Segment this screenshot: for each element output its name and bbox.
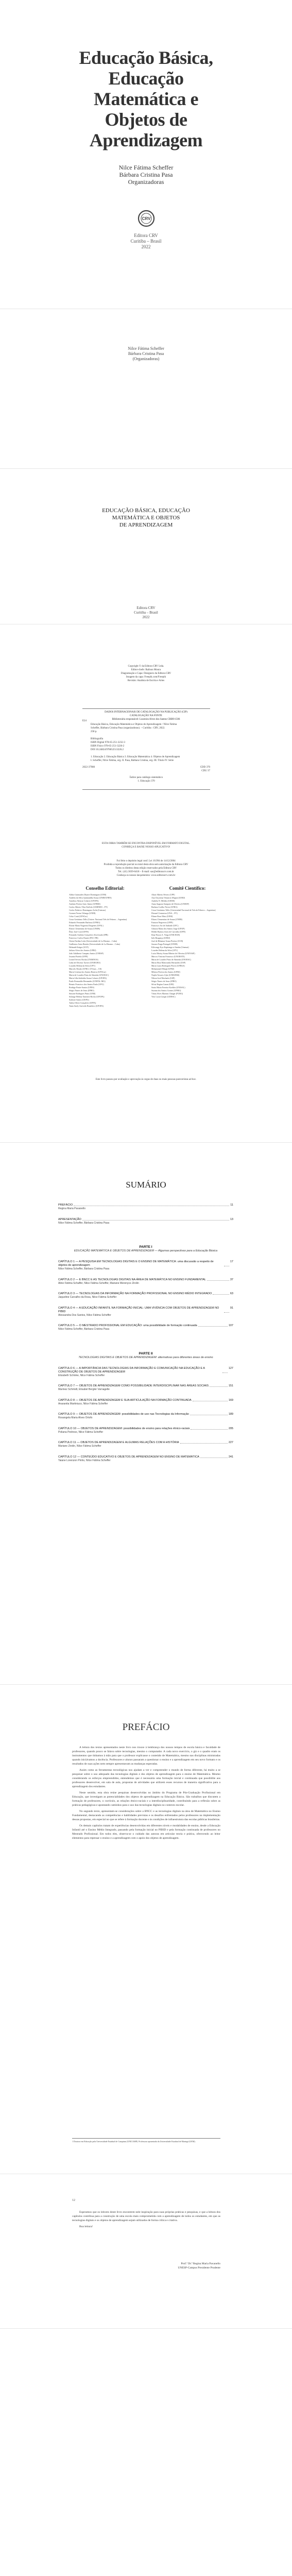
toc-part-subtitle: EDUCAÇÃO MATEMÁTICA E OBJETOS DE APRENDIZAGEM — Algumas perspectivas para a Educação Básica xyxy=(74,1249,218,1252)
toc-entry[interactable] xyxy=(58,1278,233,1285)
toc-leader xyxy=(207,1278,229,1281)
list-line: Guillermo Arias Beatón (Universidade de La Havana – Cuba) xyxy=(69,943,120,945)
list-line: Lourdes Helena da Silva (UFV) xyxy=(151,949,178,952)
toc-entry-title: CAPÍTULO 8 — OBJETOS DE APRENDIZAGEM E SUA ARTICULAÇÃO NA FORMAÇÃO CONTINUADA xyxy=(58,1398,192,1402)
toc-part-title: PARTE I xyxy=(139,1245,152,1249)
list-line: Nilson José Machado (USP) xyxy=(151,977,175,979)
toc-leader xyxy=(180,1441,228,1444)
toc-entry-page: 189 xyxy=(228,1413,233,1416)
list-line: Eliane Rose Maio (UEM) xyxy=(151,915,173,918)
list-line: 1. Educação 2. Educação Básica 3. Educação Matemática 4. Objetos de Aprendizagem xyxy=(91,756,180,758)
list-line: Carlos Federico Dominguez Avila (Unieuro) xyxy=(69,909,106,911)
list-line: Elione Maria Nogueira Diogenes (UFAL) xyxy=(69,924,104,927)
preface-continued-page xyxy=(0,2174,292,2329)
list-line: Sérgio Nunes de Jesus (IFRO) xyxy=(69,989,94,992)
title-page xyxy=(0,469,292,624)
toc-entry-page: 169 xyxy=(228,1398,233,1402)
toc-entry[interactable] xyxy=(58,1455,233,1463)
toc-entry-authors: Poliana Pedroso, Nilce Fátima Scheffer xyxy=(58,1430,104,1434)
divider xyxy=(82,708,210,709)
list-line xyxy=(91,734,210,737)
toc-group xyxy=(58,1352,233,1463)
list-line: Solange Helena Ximenes-Rocha (UFOPA) xyxy=(69,995,105,998)
svg-text:CRV: CRV xyxy=(142,216,151,221)
list-line: Gláucia Maria dos Santos Jorge (UFOP) xyxy=(151,927,185,930)
list-line: Kilwangy Kya Kapitango-a-Samba (Unemat) xyxy=(151,946,189,948)
toc-entry-title: CAPÍTULO 4 — A EDUCAÇÃO INFANTIL NA FORMAÇÃO INICIAL: UMA VIVÊNCIA COM OBJETOS DE APRENDIZAGEM NO PIBID xyxy=(58,1306,219,1313)
toc-leader xyxy=(193,1399,228,1401)
list-line: João Adalberto Campato Junior (UNESP) xyxy=(69,952,104,955)
list-line: Educação Básica, Educação Matemática e Objetos de Aprendizagem / Nilce Fátima xyxy=(91,723,177,726)
list-line: Helmuth Krüger (UCP) xyxy=(69,946,89,948)
toc-entry[interactable] xyxy=(58,1427,233,1434)
toc-leader xyxy=(222,1367,228,1373)
peer-review-note: Este livro passou por avaliação e aprovação às cegas de duas ou mais pessoas pareceristas ad hoc. xyxy=(95,1078,197,1081)
toc-entry-authors: Rosangela Maria Alves Ortofo xyxy=(58,1416,93,1419)
toc-entry-authors: Elizabeth Schinke, Nilce Fátima Scheffer xyxy=(58,1374,105,1377)
list-line: Marcos Vinicius Francisco (UNOESTE) xyxy=(151,955,185,958)
toc-entry-title: CAPÍTULO 10 — OBJETOS DE APRENDIZAGEM: possibilidades de ensino para relações étnico-raciais xyxy=(58,1427,190,1430)
list-line: Fernando Antônio Gonçalves Alcoforado (IPB) xyxy=(69,934,108,936)
list-line: ISBN Físico 978-65-251-3226-2 xyxy=(91,745,125,748)
list-line: Mônica Pereira dos Santos (UFRJ) xyxy=(151,971,180,973)
list-line: Mohammed Elhajji (UFRJ) xyxy=(151,968,174,970)
toc-entry-page: 63 xyxy=(230,1292,233,1295)
toc-entry[interactable] xyxy=(58,1384,233,1392)
list-line: Renato Francisco dos Santos Paula (UFG) xyxy=(69,983,104,986)
toc-entry[interactable] xyxy=(58,1413,233,1420)
book-title: Educação Básica, Educação Matemática e Objetos de Aprendizagem xyxy=(79,47,213,150)
preface-continued-body: Esperamos que os leitores deste livro encontrem nele inspiração para suas próprias práticas e pesquisas, e que a leitura dos capítulos contribua para a construção de uma escola mais comprometida com a aprendizagem de todos os estudantes, em que as tecnologias digitais e os objetos de aprendizagem sejam utilizados de forma crítica e criativa. Boa leitura! xyxy=(72,2211,220,2228)
toc-entry-authors: Regina Maria Pavanello xyxy=(58,1207,86,1210)
preface-body: A leitura dos textos apresentados neste livro nos trouxe à lembrança dos nossos tempos de escola básica e faculdade de professores, quando pouco se falava sobre tecnologias, mesmo o computador. A cada novo exercício, o giz e o quadro eram os instrumentos que tínhamos à mão para que o professor explicasse o conteúdo de Matemática, mesmo nas disciplinas ministradas quando iniciávamos a docência. Professores e alunos passaram a questionar o ensino e a aprendizagem em seu novo formato e os resultados de suas ações nem sempre apresentavam as mudanças esperadas. Assim como as ferramentas tecnológicas nos ajudam a ver e compreender o mundo de forma diferente, há muito a se pesquisar sobre o uso adequado das tecnologias digitais e dos objetos de aprendizagem para o ensino de Matemática. Mesmo considerando os esforços empreendidos, entendemos que é necessária uma formação inicial e continuada que possibilite aos professores desenvolver, em sala de aula, propostas de atividades que utilizem esses recursos de maneira significativa para a aprendizagem dos estudantes. Neste sentido, esta obra reúne pesquisas desenvolvidas no âmbito do Programa de Pós-Graduação Profissional em Educação, que investigam as potencialidades dos objetos de aprendizagem na Educação Básica. São trabalhos que discutem a formação de professores, o currículo, as relações étnico-raciais e a interdisciplinaridade, contribuindo para a reflexão sobre as práticas pedagógicas e apontando caminhos para o uso das tecnologias digitais no contexto escolar. No segundo texto, apresentam-se considerações sobre a BNCC e as tecnologias digitais na área de Matemática no Ensino Fundamental, destacando as competências e habilidades previstas e os desafios enfrentados pelos professores na implementação dessas propostas, em especial no que se refere à formação docente e às condições de infraestrutura das escolas públicas brasileiras. Os demais capítulos tratam de experiências desenvolvidas em diferentes níveis e modalidades de ensino, desde a Educação Infantil até o Ensino Médio Integrado, passando pela formação inicial no PIBID e pela formação continuada de professores no Mestrado Profissional. Em todos eles, observa-se o cuidado das autoras em articular teoria e prática, oferecendo ao leitor elementos para repensar o ensino e a aprendizagem com o apoio dos objetos de aprendizagem. xyxy=(72,1746,220,1840)
toc-entry[interactable] xyxy=(58,1399,233,1406)
toc-entry-title: CAPÍTULO 6 — A IMPORTÂNCIA DAS TECNOLOGIAS DA INFORMAÇÃO E COMUNICAÇÃO NA EDUCAÇÃO E A CONSTRUÇÃO DE OBJETOS DE APRENDIZAGEM xyxy=(58,1366,205,1374)
list-line: Maria de Lourdes Pinto de Almeida (UNOESC) xyxy=(151,958,191,961)
list-line: José de Ribamar Sousa Pereira (UCB) xyxy=(151,940,183,942)
list-line: Suzana dos Santos Gomes (UFMG) xyxy=(151,989,181,992)
toc-leader xyxy=(82,1218,229,1221)
title-page-publisher: Editora CRV Curitiba – Brasil 2022 xyxy=(134,606,158,619)
table-of-contents xyxy=(58,1204,233,1469)
toc-entry-page: 17 xyxy=(230,1260,233,1263)
list-line: Lucia Marisy Souza Ribeiro de Oliveira (UNIVASF) xyxy=(151,952,195,955)
toc-leader xyxy=(224,1307,229,1313)
list-line: Elizeu Clementino de Souza (UNEB) xyxy=(69,927,100,930)
toc-entry-authors: Aline Fátima Schaffer, Nilce Fátima Scheffer, Mariane Merenyce Zirolin xyxy=(58,1281,139,1285)
toc-entry[interactable] xyxy=(58,1441,233,1448)
catalog-index: Índice para catálogo sistemático 1. Educação 370 xyxy=(129,776,163,783)
list-line: Inês Bragança (UERJ) xyxy=(151,937,170,939)
toc-entry-page: 107 xyxy=(228,1324,233,1327)
toc-entry-title: APRESENTAÇÃO xyxy=(58,1217,81,1221)
toc-entry-title: CAPÍTULO 9 — OBJETOS DE APRENDIZAGEM: possibilidades de uso nas Tecnologias da Informação xyxy=(58,1413,189,1416)
toc-group xyxy=(58,1245,233,1331)
toc-leader xyxy=(213,1292,229,1295)
list-line: Aldira Guimarães Duarte Domínguez (UNB) xyxy=(69,893,107,896)
list-line: Simone Rodrigues Pinto (UNB) xyxy=(69,992,96,995)
rights-notice: Foi feito o depósito legal conf. Lei 10.994 de 14/12/2004 Proibida a reprodução parcial ou total desta obra sem autorização da Editora CRV Todos os direitos desta edição reservados pela Editora CRV Tel.: (41) 3039-6418 – E-mail: sac@editoracrv.com.br Conheça os nossos lançamentos: www.editoracrv.com.br xyxy=(104,860,188,877)
toc-entry-page: 227 xyxy=(228,1441,233,1444)
preface-title: PREFÁCIO xyxy=(122,1722,170,1733)
list-line: Jailson Alves dos Santos (UFRJ) xyxy=(69,949,96,952)
list-line: Marcelo Paixão (UFRJ e UTexas – US) xyxy=(69,968,102,970)
list-line: Tania Suely Azevedo Brasileiro (UFOPA) xyxy=(69,1005,104,1007)
toc-entry[interactable] xyxy=(58,1292,233,1299)
toc-entry-title: CAPÍTULO 3 — TECNOLOGIAS DA INFORMAÇÃO NA FORMAÇÃO PROFISSIONAL NO ENSINO MÉDIO INTEGRADO xyxy=(58,1292,212,1295)
list-line: Helder Buenos Aires de Carvalho (UFPI) xyxy=(151,930,186,933)
toc-leader xyxy=(198,1324,228,1327)
preface-page xyxy=(0,1685,292,2174)
toc-entry-authors: Alessandra Dos Santos, Nilce Fátima Scheffer xyxy=(58,1313,111,1317)
list-line: Celso Conti (UFSCar) xyxy=(69,915,88,918)
toc-entry-page: 151 xyxy=(228,1384,233,1387)
preface-footnote: 1 Doutora em Educação pela Universidade Estadual de Campinas (UNICAMP). Professora aposentada da Universidade Estadual de Maringá (UEM). xyxy=(72,2138,220,2143)
list-line: I. Scheffer, Nilce Fátima, org. II. Pasa, Bárbara Cristina, org. III. Título IV. Série xyxy=(91,759,174,762)
toc-entry-title: CAPÍTULO 1 — A PESQUISA EM TECNOLOGIAS DIGITAIS E O ENSINO DE MATEMÁTICA: uma discussão a respeito de objetos de aprendizagem xyxy=(58,1260,214,1267)
list-line: Silvia Regina Canan (URI) xyxy=(151,983,174,986)
list-line: Eduardo Fernandes Barbosa (UFMG) xyxy=(69,921,100,924)
list-line: Maria Cristina dos Santos Bezerra (UFSCar) xyxy=(69,971,106,973)
list-line: Vera Lucia Gaspar (UDESC) xyxy=(151,995,176,998)
toc-entry-title: PREFÁCIO xyxy=(58,1204,73,1207)
toc-leader xyxy=(210,1384,228,1387)
list-line: Carmen Tereza Velanga (UNIR) xyxy=(69,912,96,914)
list-line: Ana Chrystina Venancio Mignot (UERJ) xyxy=(151,896,185,899)
list-line: Cesar Gerónimo Tello (Univer. Nacional Três de Febrero – Argentina) xyxy=(69,918,127,921)
list-line: Maria Eliza Mattosinho Bernardes (USP) xyxy=(151,961,186,964)
list-line: Josania Portela (UFPI) xyxy=(69,955,88,958)
toc-entry[interactable] xyxy=(58,1324,233,1331)
divider xyxy=(82,789,210,790)
toc-entry-title: CAPÍTULO 12 — CONTEÚDO EDUCATIVO E OBJETOS DE APRENDIZAGEM NO ENSINO DE MATEMÁTICA xyxy=(58,1455,199,1459)
toc-entry-title: CAPÍTULO 2 — E BNCC E AS TECNOLOGIAS DIGITAIS NA ÁREA DE MATEMÁTICA NO ENSINO FUNDAMENTAL xyxy=(58,1278,206,1281)
summary-title: SUMÁRIO xyxy=(126,1180,166,1190)
title-page-heading: EDUCAÇÃO BÁSICA, EDUCAÇÃO MATEMÁTICA E OBJETOS DE APRENDIZAGEM xyxy=(102,507,190,528)
half-title-page xyxy=(0,309,292,469)
catalog-card xyxy=(82,719,210,783)
toc-entry-authors: Marinez Schmidt, Elisabel Bergler Varnagelle xyxy=(58,1388,110,1391)
toc-group xyxy=(58,1204,233,1225)
page-number: 12 xyxy=(72,2199,75,2202)
list-line: Andréia N. Militão (UEMS) xyxy=(151,900,175,902)
toc-entry[interactable] xyxy=(58,1204,233,1211)
preface-signature: Prof.ª Dr.ª Regina Maria Pavanello UNESP-Campus Presidente Prudente xyxy=(178,2262,220,2269)
toc-entry-page: 11 xyxy=(230,1204,233,1207)
editorial-board: Conselho Editorial: Aldira Guimarães Duarte Domínguez (UNB) Andréia da Silva Quintanilha Sousa (UNIR/UFRN) Anselmo Alencar Colares (UFOPA) Antônio Pereira Gaio Júnior (UFRRJ) Carlos Alberto Vilar Estêvão (UMINHO – PT) Carlos Federico Dominguez Avila (Unieuro) Carmen Tereza Velanga (UNIR) Celso Conti (UFSCar) Cesar Gerónimo Tello (Univer. Nacional Três de Febrero – Argentina) Eduardo Fernandes Barbosa (UFMG) Elione Maria Nogueira Diogenes (UFAL) Elizeu Clementino de Souza (UNEB) Élsio José Corá (UFFS) Fernando Antônio Gonçalves Alcoforado (IPB) Francisco Carlos Duarte (PUC-PR) Gloria Fariñas León (Universidade de La Havana – Cuba) Guillermo Arias Beatón (Universidade de La Havana – Cuba) Helmuth Krüger (UCP) Jailson Alves dos Santos (UFRJ) João Adalberto Campato Junior (UNESP) Josania Portela (UFPI) Leonel Severo Rocha (UNISINOS) Lídia de Oliveira Xavier (UNIEURO) Lourdes Helena da Silva (UFV) Marcelo Paixão (UFRJ e UTexas – US) Maria Cristina dos Santos Bezerra (UFSCar) Maria de Lourdes Pinto de Almeida (UNOESC) Maria Lília Imbiriba Sousa Colares (UFOPA) Paulo Romualdo Hernandes (UNIFAL-MG) Renato Francisco dos Santos Paula (UFG) Rodrigo Pratte-Santos (UFES) Sérgio Nunes de Jesus (IFRO) Simone Rodrigues Pinto (UNB) Solange Helena Ximenes-Rocha (UFOPA) Sydione Santos (UEPG) Tadeu Oliver Gonçalves (UFPA) Tania Suely Azevedo Brasileiro (UFOPA) xyxy=(69,885,141,1008)
organizers-list: Nilce Fátima Scheffer Bárbara Cristina Pasa (Organizadoras) xyxy=(128,346,164,361)
list-line: Andréia da Silva Quintanilha Sousa (UNIR/UFRN) xyxy=(69,896,112,899)
credits: Copyright © da Editora CRV Ltda. Editor-chefe: Railson Moura Diagramação e Capa: Designers da Editora CRV Imagem da capa: Freepik.com/Freepik Revisão: Analista de Escrita e Artes xyxy=(121,665,171,682)
organizers: Nilce Fátima Scheffer Bárbara Cristina Pasa Organizadoras xyxy=(118,164,174,185)
list-line: DOI 10.24824/978652513226.2 xyxy=(91,749,124,751)
toc-leader xyxy=(191,1427,227,1430)
toc-entry-title: CAPÍTULO 5 — O MESTRADO PROFISSIONAL EM EDUCAÇÃO: uma possibilidade de formação continuada xyxy=(58,1324,197,1327)
toc-entry-title: CAPÍTULO 11 — OBJETOS DE APRENDIZAGEM E ALGUMAS RELAÇÕES COM A HISTÓRIA xyxy=(58,1441,179,1444)
list-line: 258 p. xyxy=(91,731,97,733)
toc-entry-authors: Taiane Lorenzon Pinho, Nilce Fátima Scheffer xyxy=(58,1459,111,1462)
list-line: Anselmo Alencar Colares (UFOPA) xyxy=(69,900,99,902)
toc-entry[interactable] xyxy=(58,1307,233,1317)
list-line: Bibliografia xyxy=(91,738,104,740)
list-line: Tadeu Oliver Gonçalves (UFPA) xyxy=(69,1002,96,1004)
toc-entry-page: 205 xyxy=(228,1427,233,1430)
toc-entry-page: 37 xyxy=(230,1278,233,1281)
toc-entry-authors: Anaranita Martiniuco, Nilce Fátima Scheffer xyxy=(58,1402,108,1405)
scientific-committee: Comitê Científico: Altair Alberto Fávero (UPF) Ana Chrystina Venancio Mignot (UERJ) Andréia N. Militão (UEMS) Anna Augusta Sampaio de Oliveira (UNESP) Barbara Coelho Neves (UFBA) Cesar Gerónimo Tello (Universidad Nacional de Três de Febrero – Argentina) Diosnel Centurion (UNA – PY) Eliane Rose Maio (UEM) Elizeu Clementino de Souza (UNEB) Fauston Negreiros (UFPI) Francisco Ari de Andrade (UFC) Gláucia Maria dos Santos Jorge (UFOP) Helder Buenos Aires de Carvalho (UFPI) Ilma Passos A. Veiga (UNICEUB) Inês Bragança (UERJ) José de Ribamar Sousa Pereira (UCB) Jussara Fraga Portugal (UNEB) Kilwangy Kya Kapitango-a-Samba (Unemat) Lourdes Helena da Silva (UFV) Lucia Marisy Souza Ribeiro de Oliveira (UNIVASF) Marcos Vinicius Francisco (UNOESTE) Maria de Lourdes Pinto de Almeida (UNOESC) Maria Eliza Mattosinho Bernardes (USP) Maria Luiza Rodrigues Flores (UFRGS) Mohammed Elhajji (UFRJ) Mônica Pereira dos Santos (UFRJ) Najela Tavares Ujiie (UNESPAR) Nilson José Machado (USP) Sérgio Nunes de Jesus (IFRO) Silvia Regina Canan (URI) Sonia Maria Ferreira Koehler (UNISAL) Suzana dos Santos Gomes (UFMG) Vânia Alves Martins Chaigar (FURG) Vera Lucia Gaspar (UDESC) xyxy=(151,885,224,1008)
list-line: Gloria Fariñas León (Universidade de La Havana – Cuba) xyxy=(69,940,117,942)
list-line: Sonia Maria Ferreira Koehler (UNISAL) xyxy=(151,986,185,989)
toc-entry-page: 91 xyxy=(230,1306,233,1310)
list-line: Diosnel Centurion (UNA – PY) xyxy=(151,912,178,914)
toc-entry-authors: Mariane Zirolin, Nilce Fátima Scheffer xyxy=(58,1445,101,1448)
toc-entry-page: 241 xyxy=(228,1455,233,1459)
publisher-info: Editora CRV Curitiba – Brasil 2022 xyxy=(130,233,162,249)
list-line: Maria Lília Imbiriba Sousa Colares (UFOPA) xyxy=(69,977,107,979)
list-line: Leonel Severo Rocha (UNISINOS) xyxy=(69,958,98,961)
publisher-logo-icon xyxy=(137,209,156,230)
list-line: Najela Tavares Ujiie (UNESPAR) xyxy=(151,974,180,976)
list-line: Scheffer, Bárbara Cristina Pasa (organizadoras). – Curitiba : CRV, 2022. xyxy=(91,727,165,730)
toc-entry[interactable] xyxy=(58,1218,233,1225)
list-line: ISBN Digital 978-65-251-3232-3 xyxy=(91,741,125,744)
toc-entry[interactable] xyxy=(58,1367,233,1378)
toc-part-subtitle: TECNOLOGIAS DIGITAIS E OBJETOS DE APRENDIZAGEM: alternativas para diferentes áreas de ensino xyxy=(78,1355,213,1359)
list-line: Cesar Gerónimo Tello (Universidad Nacional de Três de Febrero – Argentina) xyxy=(151,909,216,911)
list-line: Jussara Fraga Portugal (UNEB) xyxy=(151,943,178,945)
list-line: Antônio Pereira Gaio Júnior (UFRRJ) xyxy=(69,903,100,905)
toc-entry-authors: Nilce Fátima Scheffer, Bárbara Cristina Pasa xyxy=(58,1267,110,1270)
toc-entry-authors: Jaqueline Carvalho da Rosa, Nilce Fátima Scheffer xyxy=(58,1296,117,1299)
list-line: Francisco Ari de Andrade (UFC) xyxy=(151,924,179,927)
list-line: Sérgio Nunes de Jesus (IFRO) xyxy=(151,980,177,982)
toc-leader xyxy=(190,1413,228,1415)
list-line: Lourdes Helena da Silva (UFV) xyxy=(69,964,96,967)
list-line: Paulo Romualdo Hernandes (UNIFAL-MG) xyxy=(69,980,106,982)
list-line: Francisco Carlos Duarte (PUC-PR) xyxy=(69,937,98,939)
toc-entry-title: CAPÍTULO 7 — OBJETOS DE APRENDIZAGEM COMO POSSIBILIDADE INTERDISCIPLINAR NAS ÁREAS SOCIAIS xyxy=(58,1384,209,1387)
list-line: Maria de Lourdes Pinto de Almeida (UNOESC) xyxy=(69,974,109,976)
list-line: Carlos Alberto Vilar Estêvão (UMINHO – PT) xyxy=(69,906,108,908)
list-line: Barbara Coelho Neves (UFBA) xyxy=(151,906,178,908)
list-line: Anna Augusta Sampaio de Oliveira (UNESP) xyxy=(151,903,189,905)
list-line: Fauston Negreiros (UFPI) xyxy=(151,921,173,924)
cip-code: E24 xyxy=(82,720,87,722)
digital-notice: ESTA OBRA TAMBÉM SE ENCONTRA DISPONÍVEL EM FORMATO DIGITAL. CONHEÇA E BAIXE NOSSO APLICATIVO! xyxy=(101,842,191,849)
toc-entry-page: 127 xyxy=(228,1366,233,1370)
list-line: Élsio José Corá (UFFS) xyxy=(69,930,89,933)
toc-entry-authors: Nilce Fátima Scheffer, Bárbara Cristina Pasa xyxy=(58,1221,110,1225)
list-line xyxy=(91,752,210,755)
toc-leader xyxy=(224,1260,229,1266)
list-line: Elizeu Clementino de Souza (UNEB) xyxy=(151,918,182,921)
toc-entry-authors: Nilce Fátima Scheffer, Bárbara Cristina Pasa xyxy=(58,1328,110,1331)
list-line: Maria Luiza Rodrigues Flores (UFRGS) xyxy=(151,964,185,967)
list-line: Rodrigo Pratte-Santos (UFES) xyxy=(69,986,94,989)
list-line: Altair Alberto Fávero (UPF) xyxy=(151,893,175,896)
toc-entry-page: 13 xyxy=(230,1217,233,1221)
toc-leader xyxy=(74,1204,229,1206)
cip-heading: DADOS INTERNACIONAIS DE CATALOGAÇÃO NA PUBLICAÇÃO (CIP) CATALOGAÇÃO NA FONTE Bibliotecária responsável: Luzenira Alves dos Santos CRB9/1506 xyxy=(105,711,187,721)
editorial-boards xyxy=(69,885,224,1008)
toc-part-title: PARTE II xyxy=(139,1351,153,1355)
cdu-row: 2022-37980 CDD 370 CDU 37 xyxy=(82,766,210,772)
toc-entry[interactable] xyxy=(58,1260,233,1271)
copyright-page xyxy=(0,624,292,1143)
cover-page xyxy=(0,0,292,309)
list-line: Ilma Passos A. Veiga (UNICEUB) xyxy=(151,934,180,936)
summary-page xyxy=(0,1143,292,1685)
list-line: Lídia de Oliveira Xavier (UNIEURO) xyxy=(69,961,100,964)
toc-leader xyxy=(200,1455,228,1458)
cip-lines xyxy=(82,723,210,762)
list-line: Sydione Santos (UEPG) xyxy=(69,998,89,1001)
list-line: Vânia Alves Martins Chaigar (FURG) xyxy=(151,992,183,995)
